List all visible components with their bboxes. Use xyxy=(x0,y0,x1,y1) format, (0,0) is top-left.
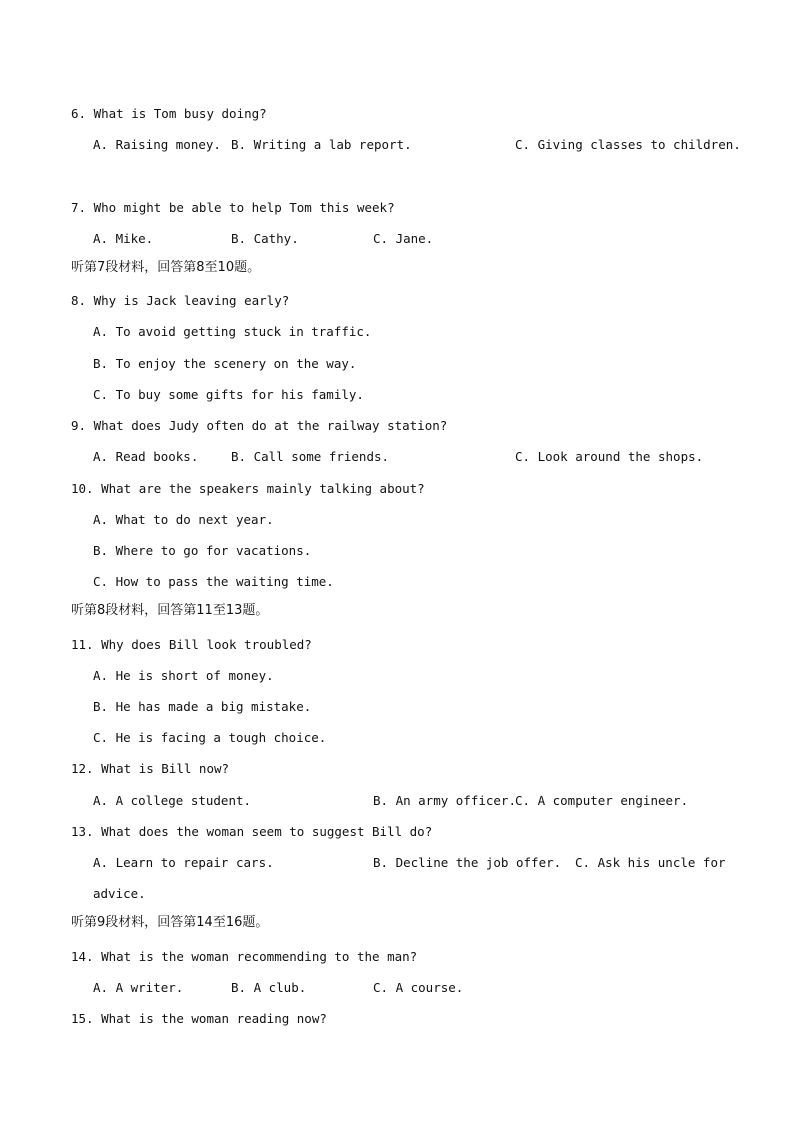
option-7b: B. Cathy. xyxy=(231,231,299,246)
question-15: 15. What is the woman reading now? xyxy=(71,1011,327,1026)
option-13c-continued: advice. xyxy=(93,886,146,901)
option-13c: C. Ask his uncle for xyxy=(575,855,726,870)
option-8c: C. To buy some gifts for his family. xyxy=(93,387,364,402)
option-9a: A. Read books. xyxy=(93,449,199,464)
section-heading-8: 听第8段材料，回答第11至13题。 xyxy=(71,603,269,618)
option-8a: A. To avoid getting stuck in traffic. xyxy=(93,324,372,339)
option-14b: B. A club. xyxy=(231,980,307,995)
option-12b: B. An army officer. xyxy=(373,793,516,808)
option-7c: C. Jane. xyxy=(373,231,434,246)
question-12: 12. What is Bill now? xyxy=(71,761,230,776)
option-11a: A. He is short of money. xyxy=(93,668,274,683)
option-6b: B. Writing a lab report. xyxy=(231,137,412,152)
option-11c: C. He is facing a tough choice. xyxy=(93,730,327,745)
question-14: 14. What is the woman recommending to the man? xyxy=(71,949,418,964)
option-13a: A. Learn to repair cars. xyxy=(93,855,274,870)
option-7a: A. Mike. xyxy=(93,231,154,246)
option-13b: B. Decline the job offer. xyxy=(373,855,562,870)
option-14c: C. A course. xyxy=(373,980,464,995)
question-6: 6. What is Tom busy doing? xyxy=(71,106,267,121)
option-10a: A. What to do next year. xyxy=(93,512,274,527)
section-heading-9: 听第9段材料，回答第14至16题。 xyxy=(71,915,269,930)
option-6c: C. Giving classes to children. xyxy=(515,137,741,152)
question-7: 7. Who might be able to help Tom this week? xyxy=(71,200,395,215)
question-13: 13. What does the woman seem to suggest Bill do? xyxy=(71,824,433,839)
option-12a: A. A college student. xyxy=(93,793,252,808)
question-9: 9. What does Judy often do at the railway station? xyxy=(71,418,448,433)
option-14a: A. A writer. xyxy=(93,980,184,995)
option-8b: B. To enjoy the scenery on the way. xyxy=(93,356,357,371)
option-9b: B. Call some friends. xyxy=(231,449,390,464)
question-8: 8. Why is Jack leaving early? xyxy=(71,293,290,308)
option-10c: C. How to pass the waiting time. xyxy=(93,574,334,589)
question-11: 11. Why does Bill look troubled? xyxy=(71,637,312,652)
option-6a: A. Raising money. xyxy=(93,137,221,152)
section-heading-7: 听第7段材料，回答第8至10题。 xyxy=(71,260,261,275)
option-12c: C. A computer engineer. xyxy=(515,793,689,808)
option-10b: B. Where to go for vacations. xyxy=(93,543,312,558)
option-11b: B. He has made a big mistake. xyxy=(93,699,312,714)
option-9c: C. Look around the shops. xyxy=(515,449,704,464)
question-10: 10. What are the speakers mainly talking about? xyxy=(71,481,425,496)
